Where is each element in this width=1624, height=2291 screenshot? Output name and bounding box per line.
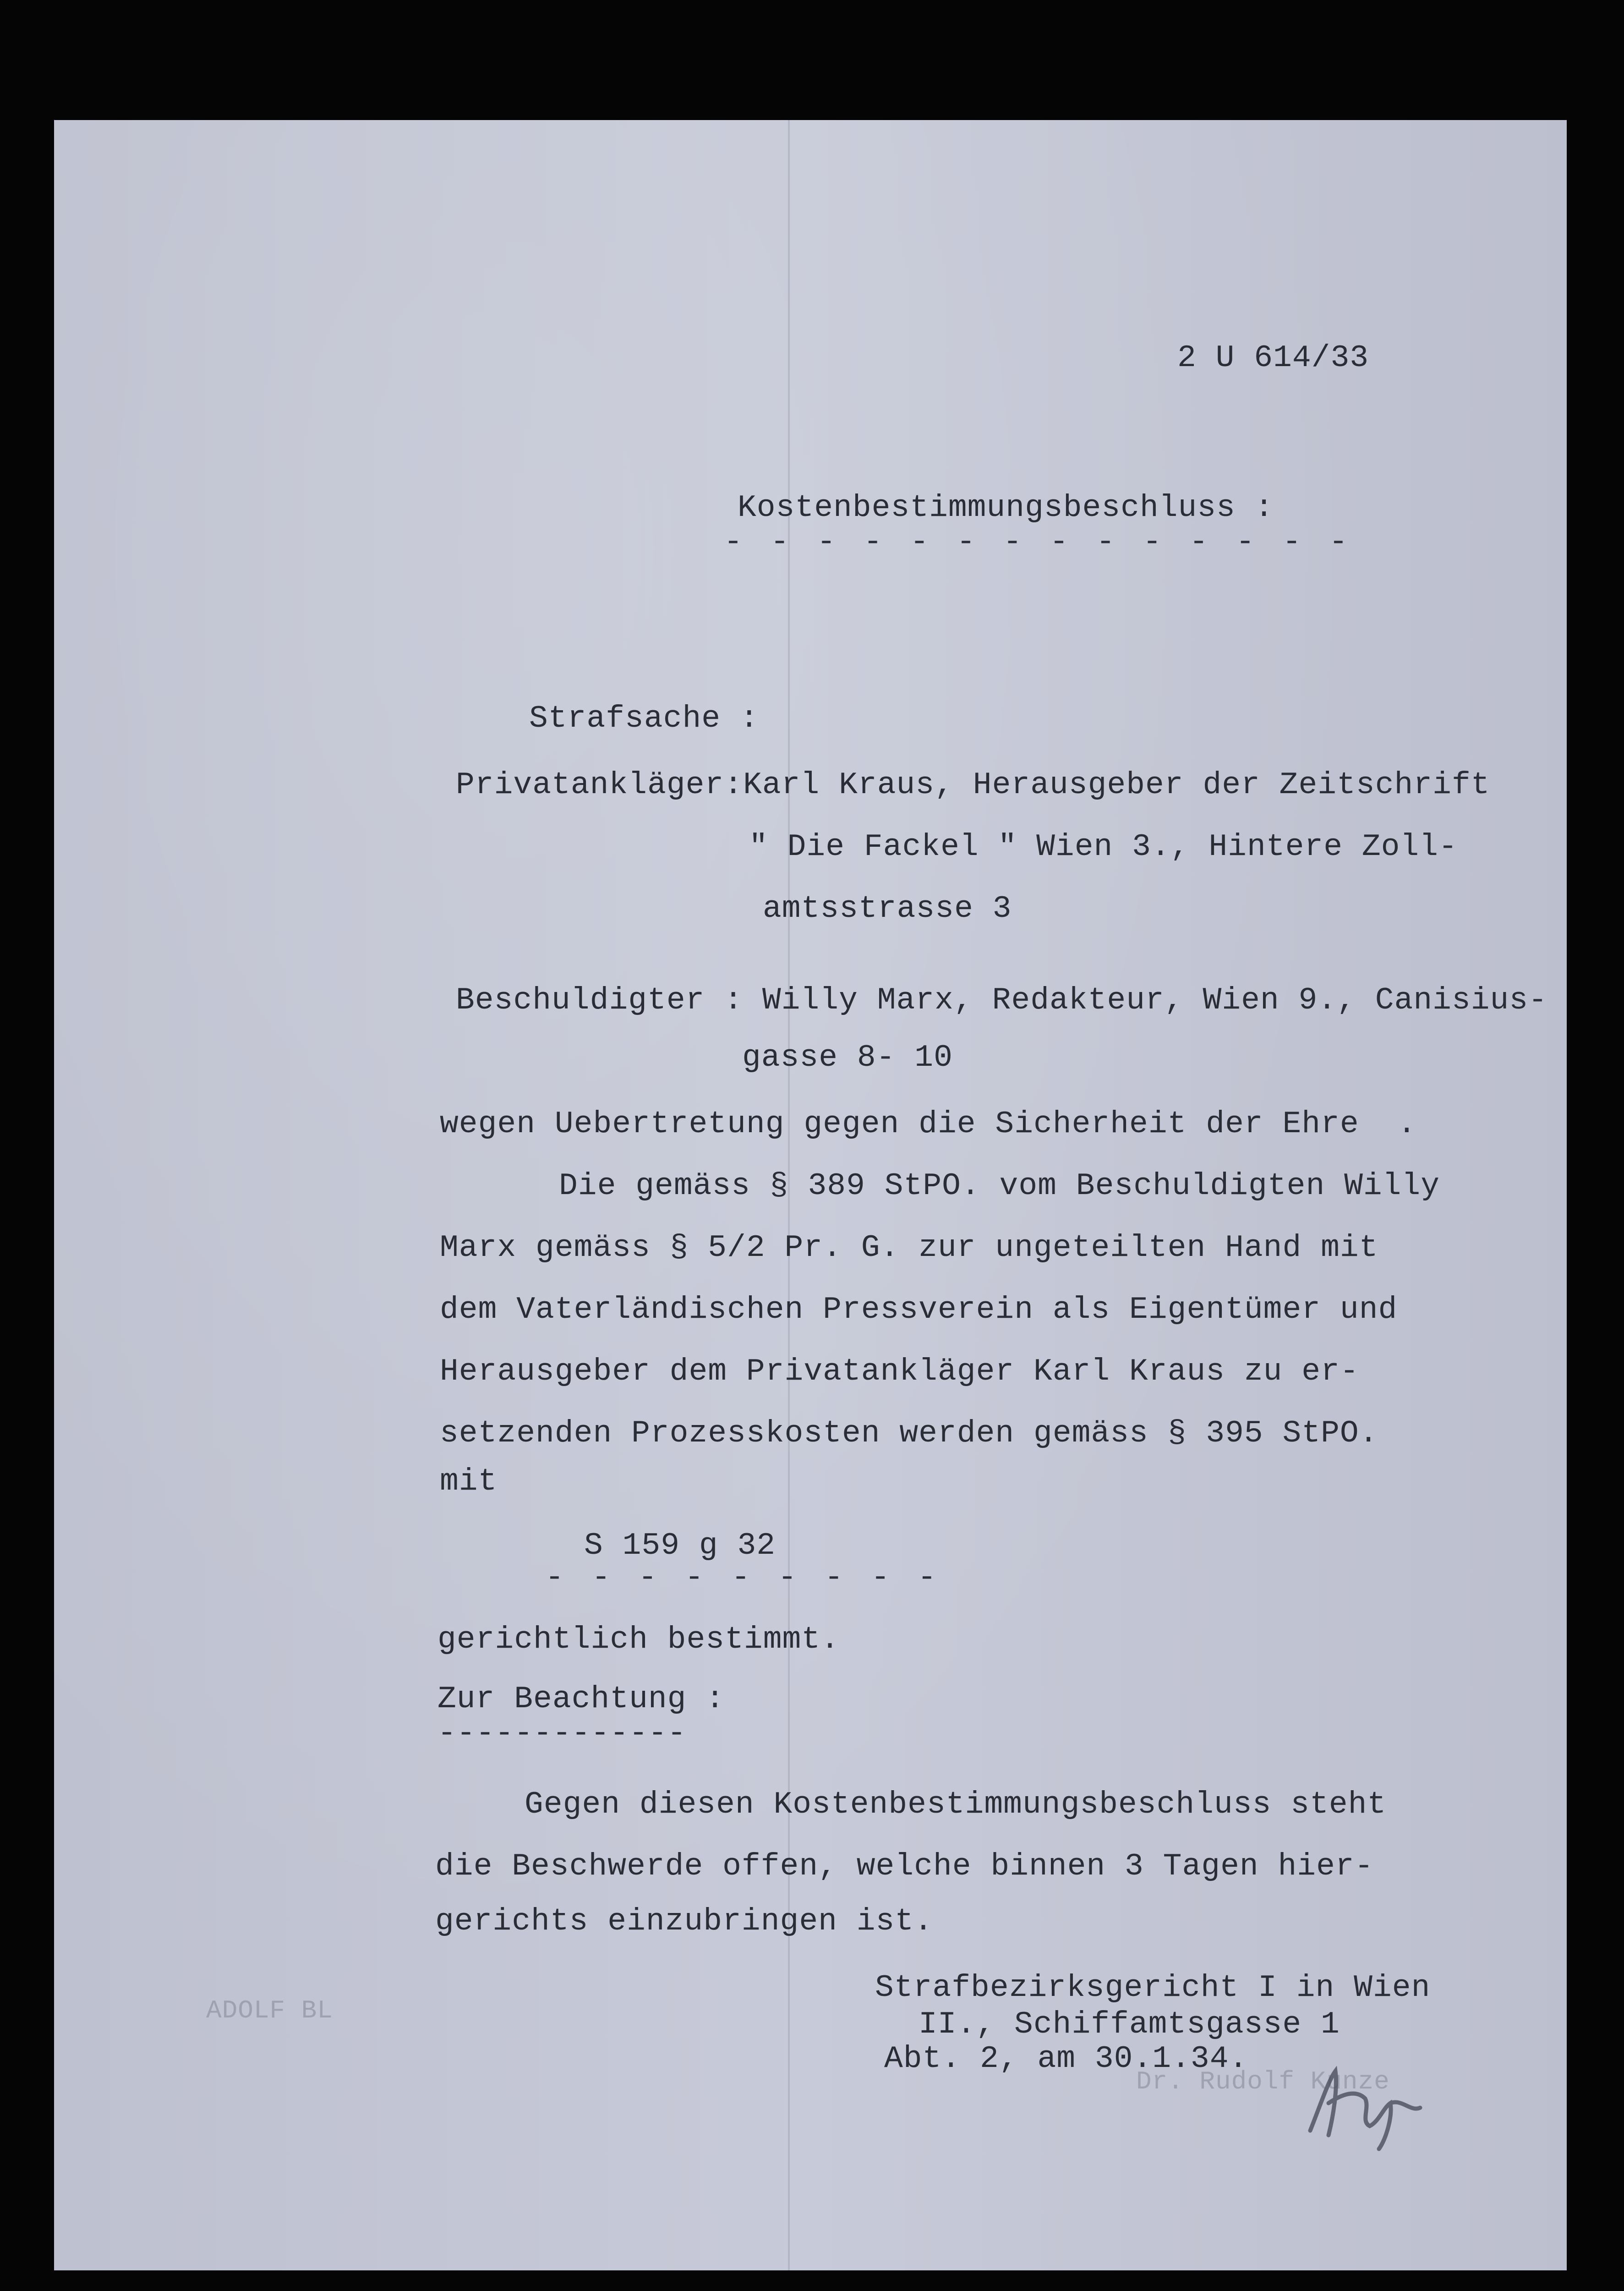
case-number: 2 U 614/33: [1177, 340, 1369, 376]
privatanklaeger-line-3: amtsstrasse 3: [763, 891, 1012, 926]
beschuldigter-line-2: gasse 8- 10: [742, 1040, 953, 1075]
beachtung-underline: -------------: [437, 1716, 687, 1751]
body-line-3: dem Vaterländischen Pressverein als Eigentümer und: [440, 1292, 1398, 1327]
body-line-1: Die gemäss § 389 StPO. vom Beschuldigten Willy: [559, 1168, 1440, 1204]
faint-stamp-left: ADOLF BL: [206, 1996, 333, 2025]
beachtung-label: Zur Beachtung :: [437, 1682, 725, 1717]
beschuldigter-line-1: Beschuldigter : Willy Marx, Redakteur, Wien 9., Canisius-: [456, 983, 1547, 1018]
privatanklaeger-line-1: Privatankläger:Karl Kraus, Herausgeber der Zeitschrift: [456, 767, 1490, 803]
handwritten-signature: [1301, 2053, 1493, 2154]
title-underline: - - - - - - - - - - - - - -: [724, 525, 1352, 560]
beachtung-line-1: Gegen diesen Kostenbestimmungsbeschluss steht: [525, 1787, 1387, 1822]
delikt-line: wegen Uebertretung gegen die Sicherheit der Ehre .: [440, 1107, 1417, 1142]
court-line-1: Strafbezirksgericht I in Wien: [875, 1970, 1431, 2006]
strafsache-label: Strafsache :: [529, 701, 759, 736]
body-line-6: mit: [440, 1464, 498, 1499]
beachtung-line-2: die Beschwerde offen, welche binnen 3 Tagen hier-: [435, 1849, 1374, 1884]
body-line-4: Herausgeber dem Privatankläger Karl Kraus zu er-: [440, 1354, 1359, 1389]
body-line-2: Marx gemäss § 5/2 Pr. G. zur ungeteilten Hand mit: [440, 1230, 1378, 1266]
beachtung-line-3: gerichts einzubringen ist.: [435, 1904, 933, 1939]
court-line-3: Abt. 2, am 30.1.34.: [884, 2041, 1248, 2077]
document-title: Kostenbestimmungsbeschluss :: [738, 490, 1274, 526]
bestimmt-line: gerichtlich bestimmt.: [437, 1622, 840, 1657]
privatanklaeger-line-2: " Die Fackel " Wien 3., Hintere Zoll-: [749, 829, 1458, 865]
court-line-2: II., Schiffamtsgasse 1: [919, 2007, 1340, 2042]
faint-stamp-right: Dr. Rudolf Kunze: [1136, 2067, 1390, 2096]
body-line-5: setzenden Prozesskosten werden gemäss § 395 StPO.: [440, 1416, 1378, 1451]
amount: S 159 g 32: [584, 1528, 776, 1563]
amount-underline: - - - - - - - - -: [545, 1560, 941, 1595]
